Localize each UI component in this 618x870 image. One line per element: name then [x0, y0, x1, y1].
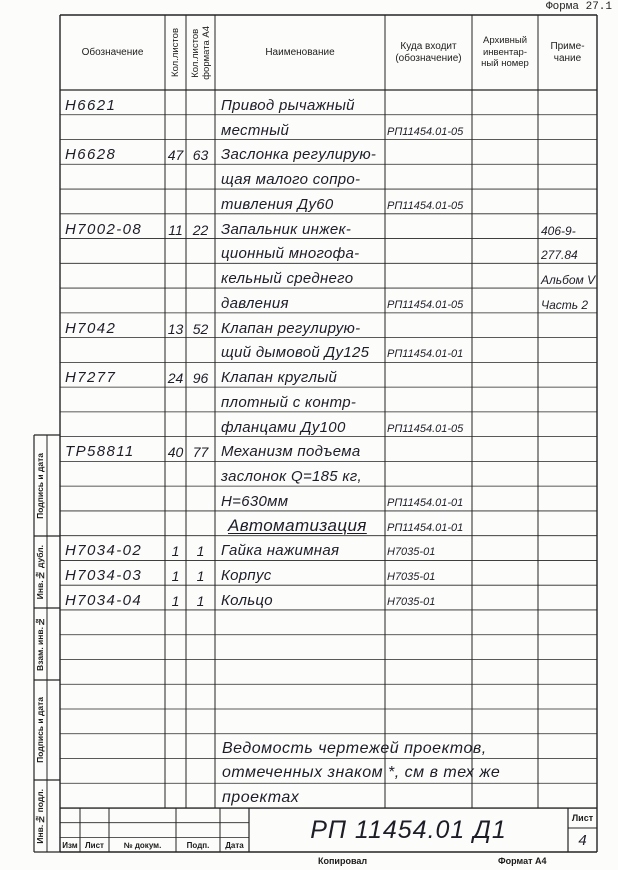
- cell-designation: Н7034-03: [65, 567, 143, 585]
- title-block-label: Изм: [62, 840, 78, 850]
- cell-name: кельный среднего: [221, 270, 354, 288]
- header-parent-line: Куда входит: [400, 41, 457, 52]
- cell-name: Запальник инжек-: [221, 220, 352, 238]
- header-designation: Обозначение: [81, 46, 144, 58]
- cell-name: тивления Ду60: [221, 195, 334, 213]
- cell-designation: Н7034-02: [65, 542, 143, 560]
- cell-sheets: 47: [167, 147, 184, 164]
- margin-strip-label: Инв.№ дубл.: [35, 544, 45, 600]
- cell-name: Клапан круглый: [221, 369, 338, 387]
- cell-parent: РП11454.01-05: [387, 422, 464, 435]
- table-row: [0, 412, 618, 437]
- margin-strip-cell: [34, 608, 47, 680]
- cell-designation: Н7034-04: [65, 591, 143, 609]
- margin-strip-cell: [34, 536, 47, 608]
- cell-sheets: 1: [171, 592, 180, 609]
- cell-name: Клапан регулирую-: [221, 319, 361, 337]
- cell-name: плотный с контр-: [221, 393, 357, 411]
- cell-designation: Н7042: [65, 319, 117, 337]
- header-name: Наименование: [265, 46, 335, 58]
- cell-name: щий дымовой Ду125: [221, 344, 370, 362]
- margin-strip-label: Взам. инв.№: [35, 617, 45, 671]
- cell-sheets-a4: 1: [196, 592, 205, 609]
- table-row: [0, 189, 618, 214]
- header-note: [538, 15, 597, 90]
- cell-parent: Н7035-01: [387, 546, 436, 559]
- table-row: [0, 288, 618, 313]
- header-archive-line: Архивный: [483, 35, 527, 47]
- margin-strip-label: Подпись и дата: [35, 452, 45, 519]
- margin-strip-cell: [34, 780, 47, 852]
- header-parent-line: (обозначение): [395, 52, 462, 64]
- title-block-label: Подп.: [186, 840, 210, 850]
- header-sheets-a4-line: формата А4: [200, 25, 212, 80]
- cell-sheets-a4: 96: [192, 370, 209, 387]
- cell-note: Альбом V: [541, 273, 596, 288]
- cell-name: Корпус: [221, 567, 272, 585]
- sheet-number: 4: [578, 831, 587, 849]
- title-block-label: Дата: [225, 840, 244, 850]
- title-block-label: № докум.: [123, 840, 162, 850]
- header-sheets-a4-line: Кол.листов: [189, 28, 201, 77]
- cell-name: Заслонка регулирую-: [221, 146, 377, 164]
- cell-parent: РП11454.01-05: [387, 125, 464, 138]
- header-sheets: [165, 15, 186, 90]
- header-sheets-a4-label: [190, 26, 212, 80]
- table-row: [0, 387, 618, 412]
- cell-sheets: 24: [167, 370, 184, 387]
- table-row: [0, 214, 618, 239]
- header-sheets-a4: [186, 15, 215, 90]
- cell-sheets-a4: 1: [196, 543, 205, 560]
- cell-sheets-a4: 1: [196, 568, 205, 585]
- footnote-line: отмеченных знаком *, см в тех же: [222, 764, 501, 782]
- footer-format: Формат А4: [498, 856, 547, 866]
- cell-name: Привод рычажный: [221, 96, 355, 114]
- header-archive-line: инвентар-: [483, 46, 527, 58]
- cell-sheets: 40: [167, 444, 184, 461]
- table-row: [0, 585, 618, 610]
- cell-parent: РП11454.01-01: [387, 496, 464, 509]
- cell-note: 406-9-: [541, 223, 576, 238]
- footnote-line: Ведомость чертежей проектов,: [222, 739, 487, 757]
- header-note-line: чание: [553, 52, 582, 64]
- cell-name: Гайка нажимная: [221, 542, 340, 560]
- cell-parent: Н7035-01: [387, 595, 436, 608]
- table-row: [0, 90, 618, 115]
- cell-parent: РП11454.01-01: [387, 348, 464, 361]
- cell-name: давления: [221, 294, 289, 312]
- table-row: [0, 115, 618, 140]
- margin-strip-cell: [34, 680, 47, 780]
- title-block-label: Лист: [85, 840, 104, 850]
- cell-sheets-a4: 77: [192, 444, 209, 461]
- header-parent: [385, 15, 472, 90]
- cell-name: фланцами Ду100: [221, 418, 346, 436]
- sheet-label: Лист: [571, 813, 594, 823]
- cell-parent: РП11454.01-05: [387, 199, 464, 212]
- footnote-line: проектах: [222, 789, 300, 807]
- cell-name: Механизм подъема: [221, 443, 361, 461]
- cell-designation: Н7002-08: [65, 220, 143, 238]
- table-row: [0, 362, 618, 387]
- cell-parent: РП11454.01-01: [387, 521, 464, 534]
- cell-sheets-a4: 52: [192, 320, 209, 337]
- table-row: [0, 437, 618, 462]
- cell-parent: Н7035-01: [387, 571, 436, 584]
- cell-designation: Н6621: [65, 96, 117, 114]
- margin-strip-label: Инв.№ подл.: [35, 788, 45, 844]
- cell-designation: Н7277: [65, 369, 117, 387]
- cell-sheets-a4: 63: [192, 147, 209, 164]
- header-archive-line: ный номер: [481, 58, 529, 70]
- table-row: [0, 263, 618, 288]
- cell-heading: Автоматизация: [228, 515, 367, 535]
- footer-copied: Копировал: [318, 856, 368, 866]
- cell-note: 277.84: [541, 248, 578, 263]
- cell-sheets: 11: [168, 221, 183, 238]
- document-code: РП 11454.01 Д1: [310, 815, 507, 844]
- cell-designation: Н6628: [65, 146, 117, 164]
- cell-parent: РП11454.01-05: [387, 298, 464, 311]
- margin-strip-cell: [34, 435, 47, 536]
- cell-designation: ТР58811: [65, 443, 135, 461]
- cell-name: Кольцо: [221, 591, 273, 609]
- table-row: [0, 536, 618, 561]
- cell-name: заслонок Q=185 кг,: [221, 468, 362, 486]
- form-number: Форма 27.1: [545, 1, 612, 13]
- cell-name: H=630мм: [221, 492, 289, 510]
- cell-sheets: 1: [171, 568, 180, 585]
- cell-sheets: 1: [171, 543, 180, 560]
- table-row: [0, 140, 618, 165]
- cell-note: Часть 2: [541, 297, 589, 312]
- cell-name: щая малого сопро-: [221, 171, 361, 189]
- cell-name: местный: [221, 121, 290, 139]
- margin-strip-label: Подпись и дата: [35, 697, 45, 763]
- table-row: [0, 313, 618, 338]
- table-row: [0, 486, 618, 511]
- cell-sheets-a4: 22: [192, 221, 209, 238]
- table-row: [0, 239, 618, 264]
- table-row: [0, 461, 618, 486]
- header-sheets-label: Кол.листов: [170, 28, 181, 77]
- cell-name: ционный многофа-: [221, 245, 360, 263]
- table-row: [0, 511, 618, 536]
- header-archive: [472, 15, 538, 90]
- cell-sheets: 13: [167, 320, 184, 337]
- table-row: [0, 164, 618, 189]
- table-row: [0, 560, 618, 585]
- header-note-line: Приме-: [550, 41, 585, 52]
- table-row: [0, 338, 618, 363]
